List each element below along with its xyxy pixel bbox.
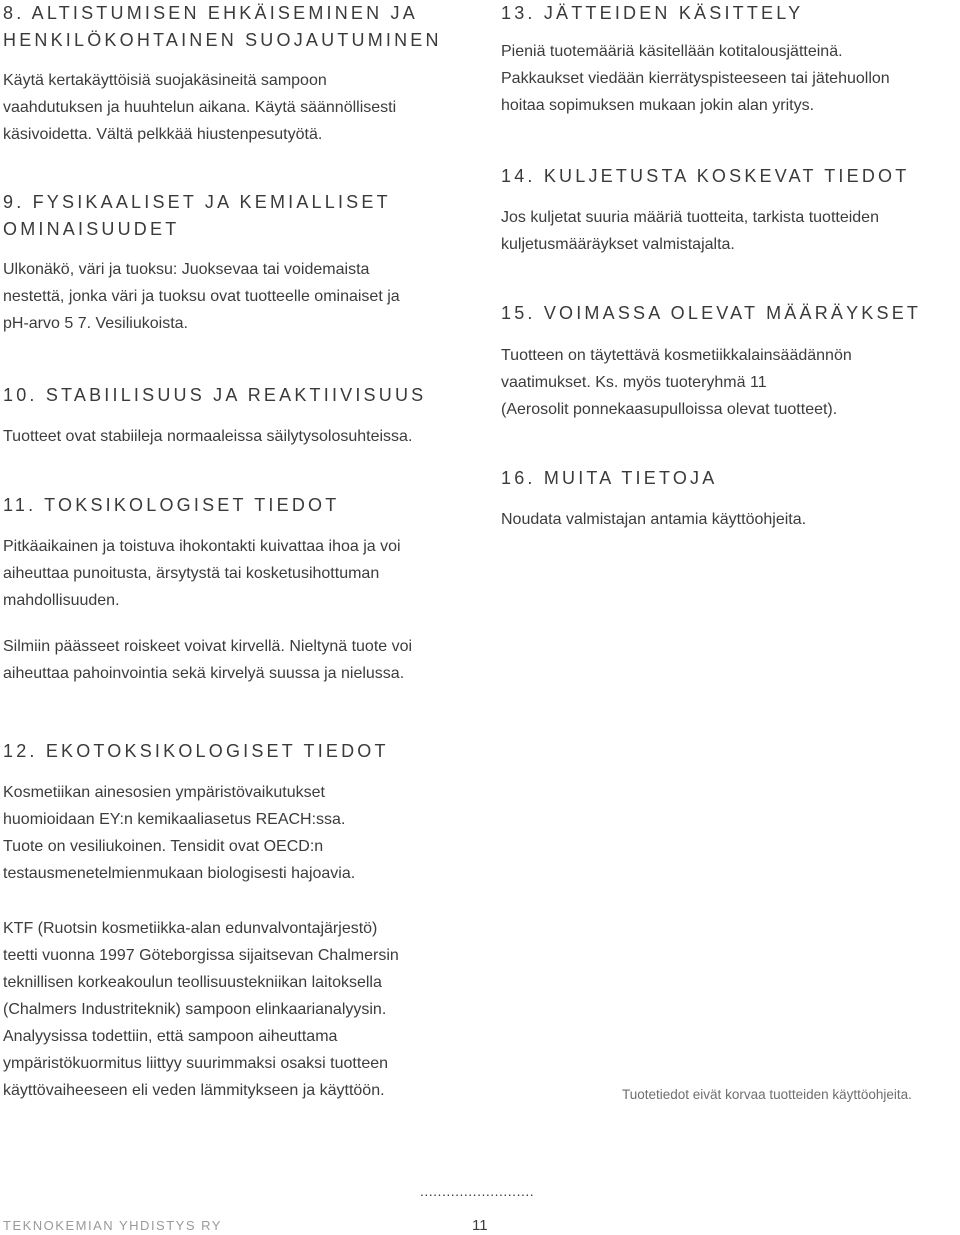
section-9 [3, 189, 473, 337]
footer-brand: TEKNOKEMIAN YHDISTYS RY [3, 1218, 222, 1233]
section-12-heading: 12. EKOTOKSIKOLOGISET TIEDOT [3, 741, 389, 761]
section-11-text: Pitkäaikainen ja toistuva ihokontakti kuivattaa ihoa ja voi aiheuttaa punoitusta, ärsytystä tai kosketusihottuman mahdollisuuden. [3, 538, 401, 609]
section-10 [3, 382, 473, 450]
section-13-heading: 13. JÄTTEIDEN KÄSITTELY [501, 3, 804, 23]
section-10-heading: 10. STABIILISUUS JA REAKTIIVISUUS [3, 385, 427, 405]
section-13 [501, 0, 956, 119]
section-11 [3, 492, 473, 687]
section-16-text: Noudata valmistajan antamia käyttöohjeita. [501, 511, 807, 528]
section-12-text: Kosmetiikan ainesosien ympäristövaikutukset huomioidaan EY:n kemikaaliasetus REACH:ssa. Tuote on vesiliukoinen. Tensidit ovat OECD:n testausmenetelmienmukaan biologisesti hajoavia. [3, 784, 356, 882]
section-8 [3, 0, 473, 148]
section-13-text: Pieniä tuotemääriä käsitellään kotitalousjätteinä. Pakkaukset viedään kierrätyspisteeseen tai jätehuollon hoitaa sopimuksen mukaan jokin alan yritys. [501, 43, 890, 114]
section-11-text-2: Silmiin päässeet roiskeet voivat kirvellä. Nieltynä tuote voi aiheuttaa pahoinvointia sekä kirvelyä suussa ja nielussa. [3, 638, 413, 682]
section-9-heading: 9. FYSIKAALISET JA KEMIALLISET OMINAISUUDET [3, 192, 391, 239]
section-14-text: Jos kuljetat suuria määriä tuotteita, tarkista tuotteiden kuljetusmääräykset valmistajalta. [501, 209, 879, 253]
section-15-text: Tuotteen on täytettävä kosmetiikkalainsäädännön vaatimukset. Ks. myös tuoteryhmä 11 (Aerosolit ponnekaasupulloissa olevat tuotteet). [501, 347, 852, 418]
section-16-heading: 16. MUITA TIETOJA [501, 468, 718, 488]
section-16 [501, 465, 956, 533]
page-number: 11 [472, 1217, 488, 1234]
section-9-text: Ulkonäkö, väri ja tuoksu: Juoksevaa tai voidemaista nestettä, jonka väri ja tuoksu ovat tuotteelle ominaiset ja pH-arvo 5 7. Vesiliukoista. [3, 261, 400, 332]
section-11-heading: 11. TOKSIKOLOGISET TIEDOT [3, 495, 340, 515]
section-12-text-2: KTF (Ruotsin kosmetiikka-alan edunvalvontajärjestö) teetti vuonna 1997 Göteborgissa sijaitsevan Chalmersin teknillisen korkeakoulun teollisuustekniikan laitoksella (Chalmers Industriteknik) sampoon elinkaarianalyysin. Analyysissa todettiin, että sampoon aiheuttama ympäristökuormitus liittyy suurimmaksi osaksi tuotteen käyttövaiheeseen eli veden lämmitykseen ja käyttöön. [3, 920, 399, 1099]
section-10-text: Tuotteet ovat stabiileja normaaleissa säilytysolosuhteissa. [3, 428, 413, 445]
disclaimer-note: Tuotetiedot eivät korvaa tuotteiden käyttöohjeita. [622, 1087, 912, 1102]
section-14 [501, 163, 956, 258]
section-8-text: Käytä kertakäyttöisiä suojakäsineitä sampoon vaahdutuksen ja huuhtelun aikana. Käytä säännöllisesti käsivoidetta. Vältä pelkkää hiustenpesutyötä. [3, 72, 397, 143]
section-15 [501, 300, 956, 423]
dotted-rule: .......................... [420, 1183, 535, 1199]
section-12 [3, 738, 473, 1104]
section-8-heading: 8. ALTISTUMISEN EHKÄISEMINEN JA HENKILÖKOHTAINEN SUOJAUTUMINEN [3, 3, 442, 50]
section-14-heading: 14. KULJETUSTA KOSKEVAT TIEDOT [501, 166, 910, 186]
section-15-heading: 15. VOIMASSA OLEVAT MÄÄRÄYKSET [501, 303, 922, 323]
